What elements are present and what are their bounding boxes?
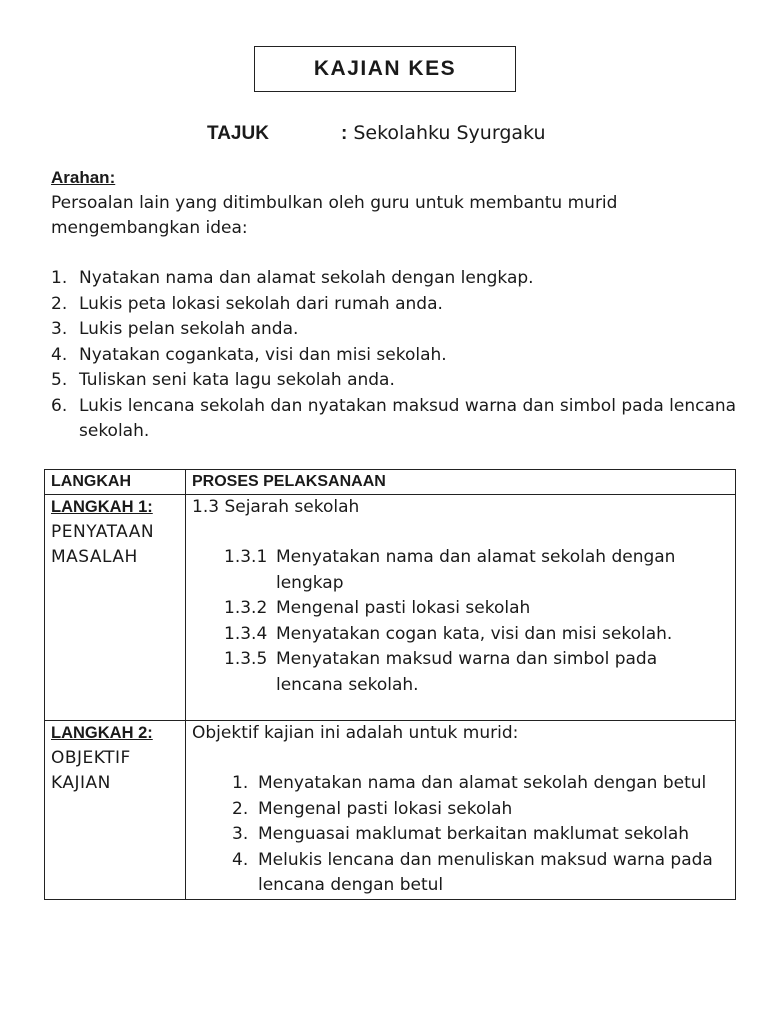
step-name: OBJEKTIF KAJIAN (51, 748, 131, 793)
process-list (232, 771, 729, 899)
instructions-heading: Arahan: (51, 168, 116, 187)
step-cell (45, 495, 186, 721)
list-item-text: Nyatakan cogankata, visi dan misi sekolah. (79, 344, 447, 365)
list-item-number: 2. (51, 293, 68, 314)
list-item-text: Nyatakan nama dan alamat sekolah dengan lengkap. (79, 268, 534, 288)
process-cell (186, 495, 736, 721)
list-item (51, 394, 741, 445)
process-heading: 1.3 Sejarah sekolah (192, 497, 360, 517)
list-item-text: Menguasai maklumat berkaitan maklumat sekolah (258, 824, 690, 844)
list-item-text: Lukis peta lokasi sekolah dari rumah anda. (79, 293, 443, 314)
document-title: KAJIAN KES (254, 46, 516, 92)
list-item-number: 1.3.1 (224, 547, 268, 567)
list-item-text: Lukis lencana sekolah dan nyatakan maksud warna dan simbol pada lencana sekolah. (79, 395, 737, 441)
list-item (232, 848, 729, 899)
topic-line (207, 122, 545, 145)
step-label: LANGKAH 1: (51, 498, 153, 516)
list-item-text: Tuliskan seni kata lagu sekolah anda. (79, 370, 395, 390)
list-item-text: Menyatakan nama dan alamat sekolah dengan lengkap (276, 547, 676, 593)
step-cell (45, 721, 186, 900)
list-item-number: 1.3.2 (224, 598, 268, 618)
list-item-number: 3. (51, 319, 68, 339)
list-item (51, 266, 741, 292)
process-cell (186, 721, 736, 900)
topic-colon: : (341, 123, 348, 144)
table-row (45, 721, 736, 900)
step-label: LANGKAH 2: (51, 724, 153, 742)
list-item-text: Melukis lencana dan menuliskan maksud warna pada lencana dengan betul (258, 849, 713, 895)
list-item-number: 1.3.5 (224, 649, 268, 669)
list-item (224, 596, 729, 622)
list-item-text: Menyatakan cogan kata, visi dan misi sekolah. (276, 623, 673, 644)
table-row (45, 495, 736, 721)
list-item-number: 1.3.4 (224, 623, 268, 644)
list-item (51, 292, 741, 318)
step-name: PENYATAAN MASALAH (51, 522, 155, 567)
topic-value: Sekolahku Syurgaku (353, 122, 546, 144)
list-item-number: 3. (232, 824, 249, 844)
process-heading: Objektif kajian ini adalah untuk murid: (192, 723, 519, 743)
list-item-text: Menyatakan nama dan alamat sekolah dengan betul (258, 773, 707, 793)
list-item-text: Lukis pelan sekolah anda. (79, 319, 299, 339)
list-item (224, 545, 729, 596)
column-header-step: LANGKAH (45, 470, 186, 495)
list-item-text: Mengenal pasti lokasi sekolah (276, 598, 531, 618)
process-list (224, 545, 729, 698)
list-item-number: 4. (232, 849, 249, 870)
list-item (51, 317, 741, 343)
list-item (51, 368, 741, 394)
instructions-intro: Persoalan lain yang ditimbulkan oleh guru untuk membantu murid mengembangkan idea: (51, 193, 618, 238)
list-item-number: 1. (51, 268, 68, 288)
list-item-text: Menyatakan maksud warna dan simbol pada lencana sekolah. (276, 649, 658, 695)
list-item-number: 2. (232, 798, 249, 819)
topic-label: TAJUK (207, 123, 269, 144)
list-item-number: 1. (232, 773, 249, 793)
question-list (51, 266, 741, 445)
column-header-process: PROSES PELAKSANAAN (186, 470, 736, 495)
list-item-text: Mengenal pasti lokasi sekolah (258, 798, 513, 819)
list-item (232, 771, 729, 797)
list-item (224, 647, 729, 698)
list-item-number: 6. (51, 395, 68, 416)
list-item (224, 622, 729, 648)
list-item-number: 5. (51, 370, 68, 390)
table-header-row (45, 470, 736, 495)
list-item (232, 822, 729, 848)
list-item (232, 797, 729, 823)
list-item-number: 4. (51, 344, 68, 365)
list-item (51, 343, 741, 369)
process-table (44, 469, 736, 900)
